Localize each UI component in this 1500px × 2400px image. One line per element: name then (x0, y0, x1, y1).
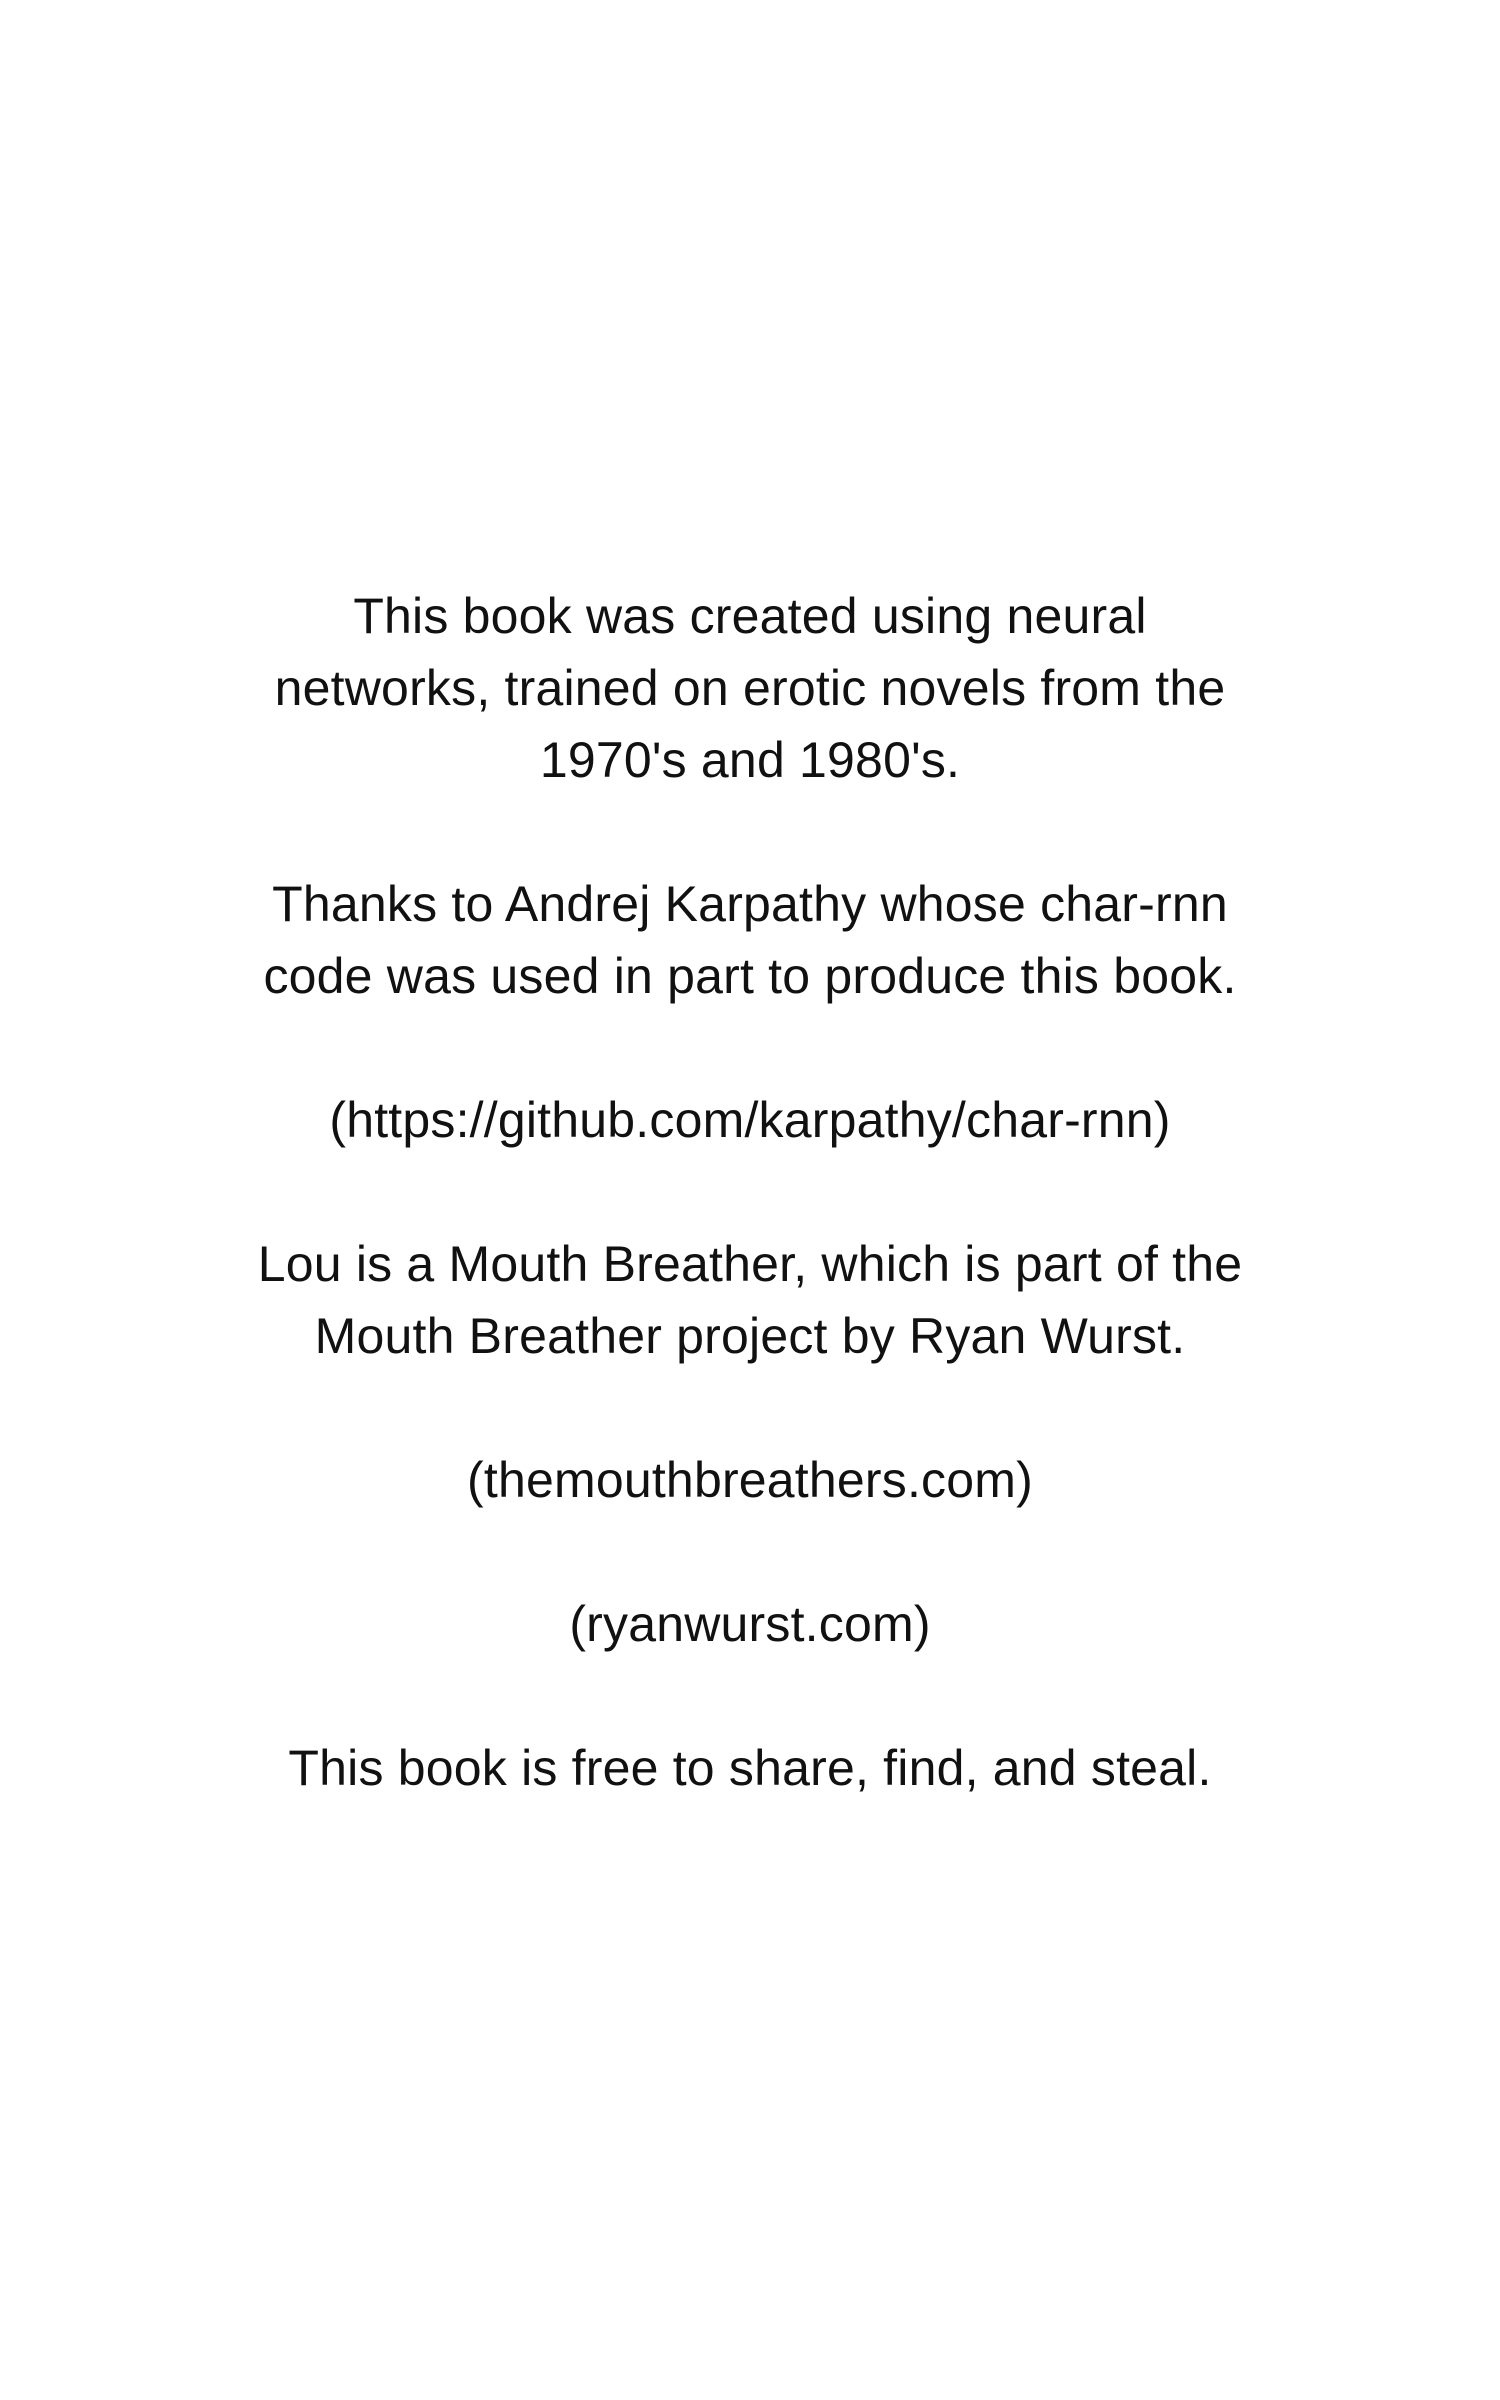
text-line: Thanks to Andrej Karpathy whose char-rnn (272, 876, 1228, 932)
neural-network-credit-paragraph (180, 580, 1320, 796)
text-line: (https://github.com/karpathy/char-rnn) (329, 1092, 1171, 1148)
text-line: networks, trained on erotic novels from the (274, 660, 1226, 716)
free-to-share-paragraph (180, 1732, 1320, 1804)
text-line: Mouth Breather project by Ryan Wurst. (314, 1308, 1186, 1364)
themouthbreathers-url (180, 1444, 1320, 1516)
karpathy-thanks-paragraph (180, 868, 1320, 1012)
text-line: (ryanwurst.com) (569, 1596, 931, 1652)
ryanwurst-url (180, 1588, 1320, 1660)
text-line: This book was created using neural (353, 588, 1147, 644)
colophon-text (180, 580, 1320, 1804)
text-line: 1970's and 1980's. (539, 732, 961, 788)
text-line: Lou is a Mouth Breather, which is part of the (257, 1236, 1243, 1292)
char-rnn-url (180, 1084, 1320, 1156)
text-line: code was used in part to produce this book. (263, 948, 1237, 1004)
text-line: (themouthbreathers.com) (467, 1452, 1033, 1508)
mouth-breather-paragraph (180, 1228, 1320, 1372)
text-line: This book is free to share, find, and steal. (288, 1740, 1212, 1796)
